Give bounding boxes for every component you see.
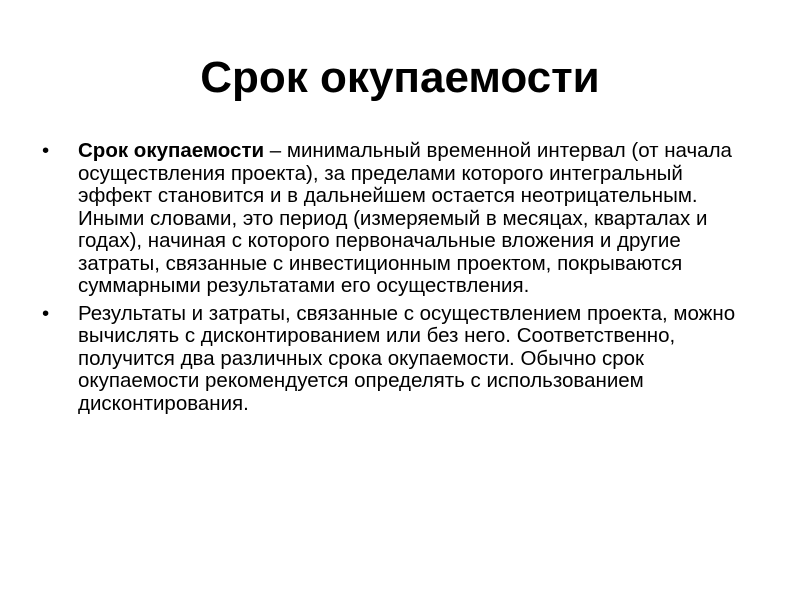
slide-title: Срок окупаемости: [200, 53, 600, 102]
definition-term: Срок окупаемости: [78, 139, 265, 162]
bullet-icon: •: [42, 301, 50, 325]
definition-text: – минимальный временной интервал (от начала осуществления проекта), за пределами которого интегральный эффект становится и в дальнейшем остается неотрицательным. Иными словами, это период (измеряемый в месяцах, кварталах и годах), начиная с которого первоначальные вложения и другие затраты, связанные с инвестиционным проектом, покрываются суммарными результатами его осуществления.: [78, 139, 732, 297]
bullet-list: [40, 140, 740, 420]
bullet-item-definition: [40, 140, 740, 298]
discounting-text: Результаты и затраты, связанные с осуществлением проекта, можно вычислять с дисконтированием или без него. Соответственно, получится два различных срока окупаемости. Обычно срок окупаемости рекомендуется определять с использованием дисконтирования.: [78, 301, 736, 415]
bullet-icon: •: [42, 139, 50, 162]
bullet-item-discounting: [40, 303, 740, 416]
